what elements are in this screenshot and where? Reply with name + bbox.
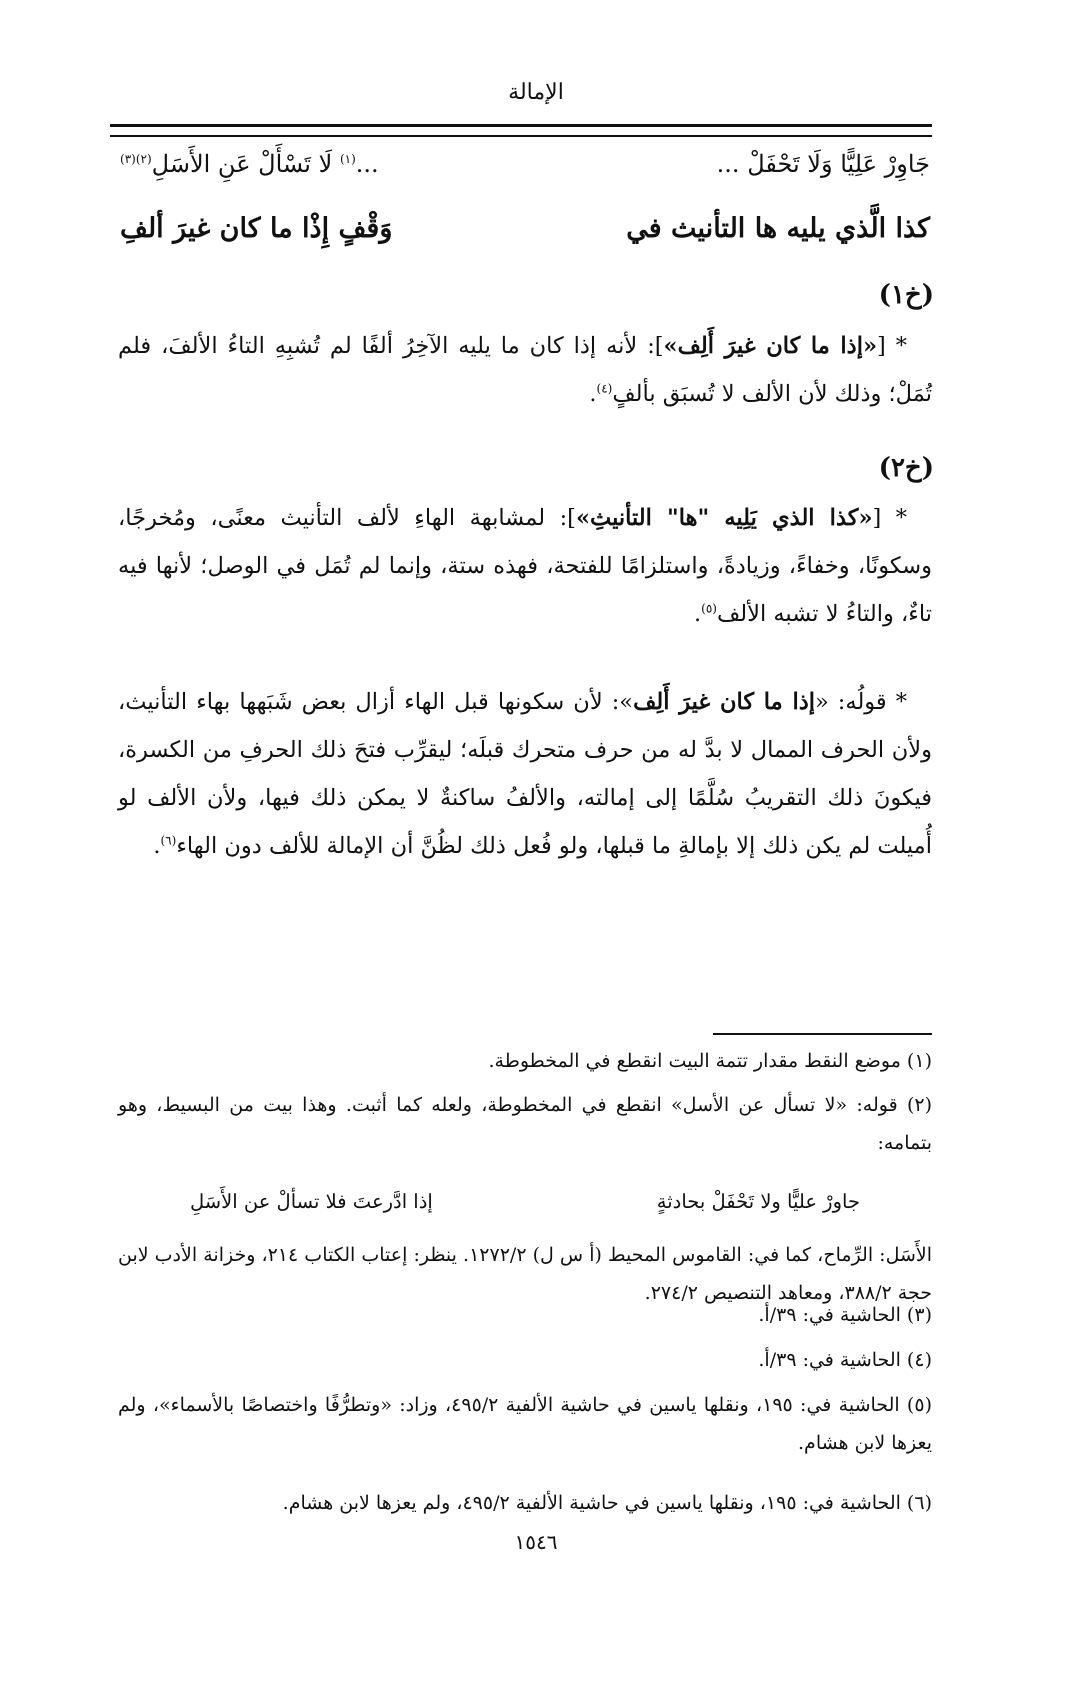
page-number: ١٥٤٦ (514, 1530, 558, 1554)
para-2-text: ]: لمشابهة الهاءِ لألف التأنيث معنًى، ومُخرجًا، وسكونًا، وخفاءً، وزيادةً، واستلزامًا للفتحة، فهذه ستة، وإنما لم تُمَل في الوصل؛ لأنها فيه تاءٌ، والتاءُ لا تشبه الألف (118, 505, 932, 627)
para-3-quote: إذا ما كان غيرَ أَلِف (633, 689, 815, 715)
verse-1-ellipsis: ... (355, 150, 379, 178)
footnote-ref-1: (١) (339, 152, 356, 166)
running-header: الإمالة (508, 80, 564, 105)
para-3-end: . (153, 833, 161, 859)
para-3-intro: * قولُه: « (814, 689, 907, 715)
para-2-end: . (694, 601, 702, 627)
verse-1-second-hemistich (120, 150, 379, 178)
para-1-text: ]: لأنه إذا كان ما يليه الآخِرُ ألفًا لم تُشبِهِ التاءُ الألفَ، فلم تُمَلْ؛ وذلك لأن الألف لا تُسبَق بألفٍ (118, 333, 932, 407)
verse-1-first-hemistich: جَاوِرْ عَلِيًّا وَلَا تَحْفَلْ ... (716, 150, 930, 178)
footnote-1: (١) موضع النقط مقدار تتمة البيت انقطع في المخطوطة. (488, 1050, 932, 1072)
para-2-quote: «كذا الذي يَلِيه "ها" التأنيثِ» (575, 505, 873, 531)
footnote-ref-6: (٦) (160, 833, 177, 848)
footnote-verse-second-hemistich: إذا ادَّرعتَ فلا تسألْ عن الأَسَلِ (190, 1190, 433, 1213)
para-1-quote: «إذا ما كان غيرَ أَلِف» (663, 333, 878, 359)
footnote-2: (٢) قوله: «لا تسأل عن الأسل» انقطع في المخطوطة، ولعله كما أثبت. وهذا بيت من البسيط، وهو بتمامه: (118, 1094, 932, 1154)
verse-1-tail: لَا تَسْأَلْ عَنِ الأَسَلِ (151, 150, 340, 178)
footnote-ref-5: (٥) (701, 601, 717, 616)
header-rule-thick (110, 124, 932, 127)
footnote-5: (٥) الحاشية في: ١٩٥، ونقلها ياسين في حاشية الألفية ٤٩٥/٢، وزاد: «وتطرُّفًا واختصاصًا بالأسماء»، ولم يعزها لابن هشام. (118, 1394, 932, 1454)
footnote-4: (٤) الحاشية في: ٣٩/أ. (758, 1349, 932, 1371)
section-heading-1: (خ١) (878, 280, 934, 310)
footnote-3: (٣) الحاشية في: ٣٩/أ. (758, 1304, 932, 1326)
para-1-star: * [ (877, 333, 907, 359)
footnote-separator (713, 1033, 932, 1035)
commentary-paragraph-1 (118, 322, 932, 418)
footnote-ref-4: (٤) (596, 381, 613, 396)
footnote-verse-first-hemistich: جاورْ عليًّا ولا تَحْفَلْ بحادثةٍ (656, 1190, 860, 1213)
para-3-text: »: لأن سكونها قبل الهاء أزال بعض شَبَهها بهاء التأنيث، ولأن الحرف الممال لا بدَّ له من حرف متحرك قبلَه؛ ليقرِّب فتحَ ذلك الحرفِ من الكسرة، فيكونَ ذلك التقريبُ سُلَّمًا إلى إمالته، والألفُ ساكنةٌ لا يمكن ذلك فيها، ولأن الألف لو أُميلت لم يكن ذلك إلا بإمالةِ ما قبلها، ولو فُعل ذلك لظُنَّ أن الإمالة للألف دون الهاء (118, 689, 932, 859)
footnote-2-continuation: الأَسَل: الرِّماح، كما في: القاموس المحيط (أ س ل) ١٢٧٢/٢. ينظر: إعتاب الكتاب ٢١٤، وخزانة الأدب لابن حجة ٣٨٨/٢، ومعاهد التنصيص ٢٧٤/٢. (118, 1244, 933, 1304)
footnote-2-verse (190, 1190, 860, 1213)
header-rule-thin (110, 135, 932, 137)
commentary-paragraph-3 (118, 678, 932, 870)
section-heading-2: (خ٢) (878, 453, 934, 483)
verse-2-first-hemistich: كذا الَّذي يليه ها التأنيث في (626, 213, 930, 244)
para-2-star: * [ (872, 505, 908, 531)
para-1-end: . (589, 381, 597, 407)
verse-line-2 (120, 213, 930, 244)
verse-2-second-hemistich: وَقْفٍ إِذْا ما كان غيرَ ألفِ (120, 213, 393, 244)
verse-line-1 (120, 150, 930, 178)
footnote-6: (٦) الحاشية في: ١٩٥، ونقلها ياسين في حاشية الألفية ٤٩٥/٢، ولم يعزها لابن هشام. (282, 1492, 932, 1514)
footnote-ref-2-3: (٢)(٣) (120, 152, 152, 166)
commentary-paragraph-2 (118, 494, 932, 638)
